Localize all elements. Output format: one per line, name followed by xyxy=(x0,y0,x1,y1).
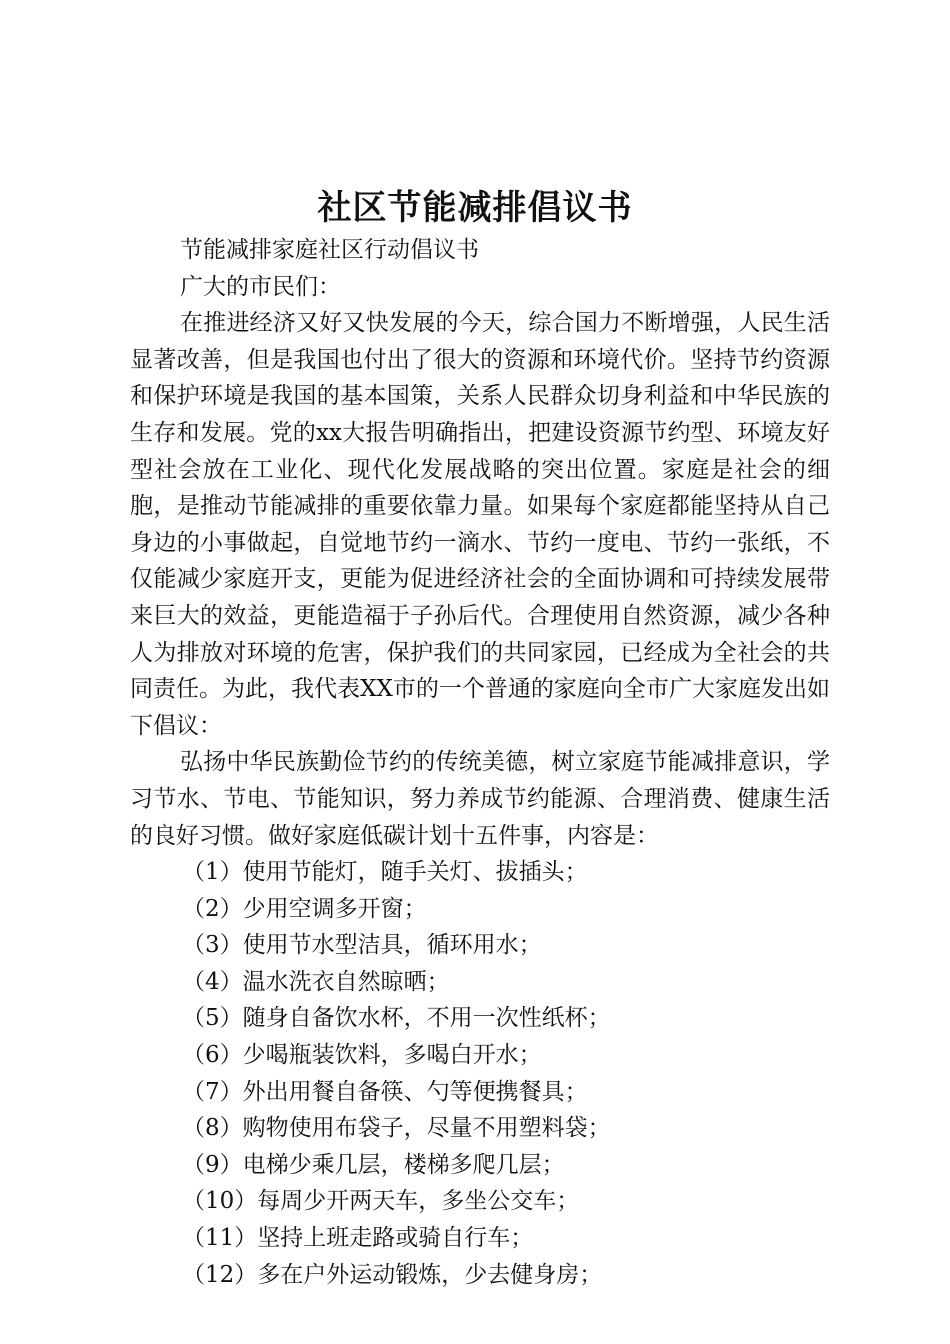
list-item: （1）使用节能灯，随手关灯、拔插头； xyxy=(182,859,588,886)
list-item: （2）少用空调多开窗； xyxy=(182,895,427,922)
paragraph-intro: 在推进经济又好又快发展的今天，综合国力不断增强，人民生活显著改善，但是我国也付出了很大的资源和环境代价。坚持节约资源和保护环境是我国的基本国策，关系人民群众切身利益和中华民族的生存和发展。党的xx大报告明确指出，把建设资源节约型、环境友好型社会放在工业化、现代化发展战略的突出位置。家庭是社会的细胞，是推动节能减排的重要依靠力量。如果每个家庭都能坚持从自己身边的小事做起，自觉地节约一滴水、节约一度电、节约一张纸，不仅能减少家庭开支，更能为促进经济社会的全面协调和可持续发展带来巨大的效益，更能造福于子孙后代。合理使用自然资源，减少各种人为排放对环境的危害，保护我们的共同家园，已经成为全社会的共同责任。为此，我代表XX市的一个普通的家庭向全市广大家庭发出如下倡议： xyxy=(130,310,830,739)
list-item: （10）每周少开两天车，多坐公交车； xyxy=(182,1188,580,1215)
paragraph-proposal: 弘扬中华民族勤俭节约的传统美德，树立家庭节能减排意识，学习节水、节电、节能知识，努力养成节约能源、合理消费、健康生活的良好习惯。做好家庭低碳计划十五件事，内容是： xyxy=(130,749,830,849)
document-body xyxy=(130,232,830,1293)
document-subtitle: 节能减排家庭社区行动倡议书 xyxy=(180,237,479,263)
document-title: 社区节能减排倡议书 xyxy=(317,188,633,228)
salutation: 广大的市民们： xyxy=(180,273,341,300)
list-item: （3）使用节水型洁具，循环用水； xyxy=(182,932,542,959)
list-item: （7）外出用餐自备筷、勺等便携餐具； xyxy=(182,1078,588,1105)
list-item: （11）坚持上班走路或骑自行车； xyxy=(182,1225,534,1252)
list-item: （4）温水洗衣自然晾晒； xyxy=(182,968,450,995)
list-item: （12）多在户外运动锻炼，少去健身房； xyxy=(182,1261,603,1288)
action-list xyxy=(130,854,830,1293)
list-item: （5）随身自备饮水杯，不用一次性纸杯； xyxy=(182,1005,611,1032)
list-item: （9）电梯少乘几层，楼梯多爬几层； xyxy=(182,1151,565,1178)
list-item: （8）购物使用布袋子，尽量不用塑料袋； xyxy=(182,1115,611,1142)
list-item: （6）少喝瓶装饮料，多喝白开水； xyxy=(182,1042,542,1069)
